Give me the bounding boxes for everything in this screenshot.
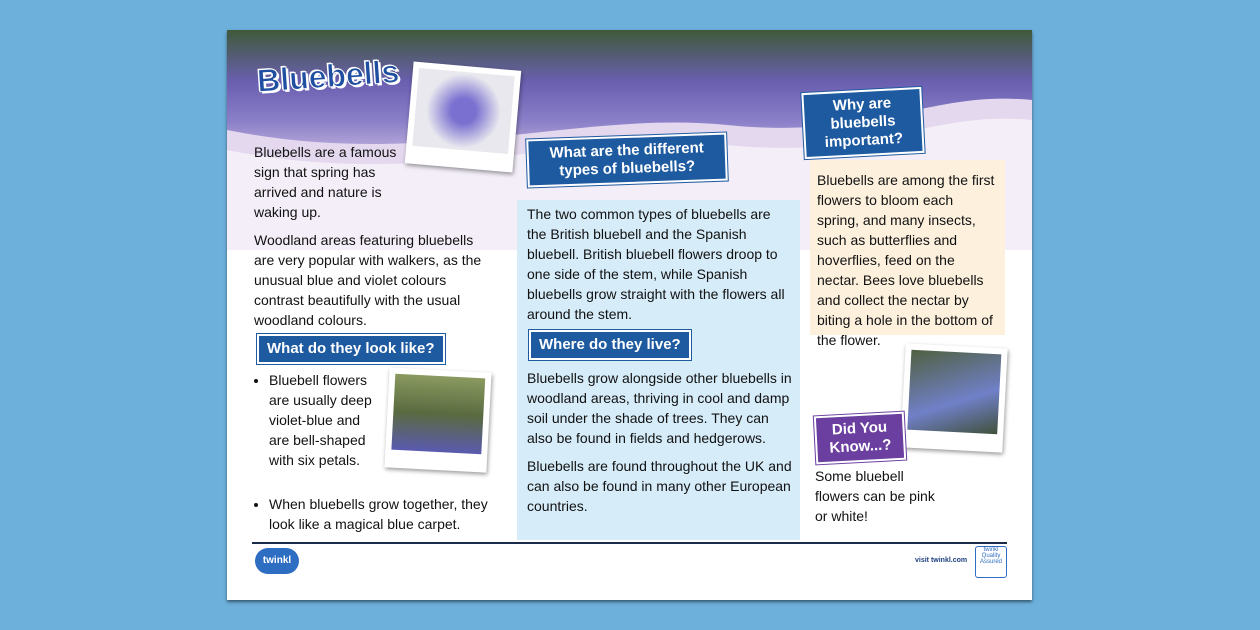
live-text (527, 368, 795, 524)
live-paragraph: Bluebells are found throughout the UK and can also be found in many other European countries. (527, 458, 792, 514)
visit-link[interactable]: visit twinkl.com (915, 557, 968, 564)
types-text: The two common types of bluebells are the British bluebell and the Spanish bluebell. British bluebell flowers droop to one side of the stem, while Spanish bluebells grow straight with the flowers all around the stem. (527, 206, 785, 322)
bee-on-bluebell-photo (900, 343, 1007, 452)
intro-paragraph: Bluebells are a famous sign that spring has arrived and nature is waking up. (254, 144, 397, 220)
did-you-know-text: Some bluebell flowers can be pink or white! (815, 468, 935, 524)
twinkl-logo[interactable]: twinkl (255, 548, 299, 574)
live-heading: Where do they live? (529, 330, 691, 360)
intro-text (254, 230, 492, 338)
look-list (257, 370, 377, 478)
quality-badge-icon: twinkl Quality Assured (975, 546, 1007, 578)
fact-sheet-page (227, 30, 1032, 600)
bluebell-closeup-photo (405, 61, 521, 172)
types-heading: What are the different types of bluebells? (526, 133, 728, 188)
live-paragraph: Bluebells grow alongside other bluebells in woodland areas, thriving in cool and damp soil under the shade of trees. They can also be found in fields and hedgerows. (527, 370, 792, 446)
bluebell-woodland-photo (384, 367, 491, 472)
important-text: Bluebells are among the first flowers to bloom each spring, and many insects, such as butterflies and hoverflies, feed on the nectar. Bees love bluebells and collect the nectar by biting a hole in the bottom of the flower. (817, 172, 995, 348)
list-item: • Bluebell flowers are usually deep violet-blue and are bell-shaped with six petals. (269, 370, 377, 470)
page-title: Bluebells (255, 53, 401, 99)
intro-paragraph: Woodland areas featuring bluebells are very popular with walkers, as the unusual blue and violet colours contrast beautifully with the usual woodland colours. (254, 232, 482, 328)
intro-text (254, 142, 404, 230)
important-heading: Why are bluebells important? (801, 87, 924, 159)
list-item: • When bluebells grow together, they look like a magical blue carpet. (269, 494, 492, 534)
look-list (257, 494, 492, 542)
did-you-know-heading: Did You Know...? (814, 412, 906, 465)
footer-divider (252, 542, 1007, 544)
look-heading: What do they look like? (257, 334, 445, 364)
